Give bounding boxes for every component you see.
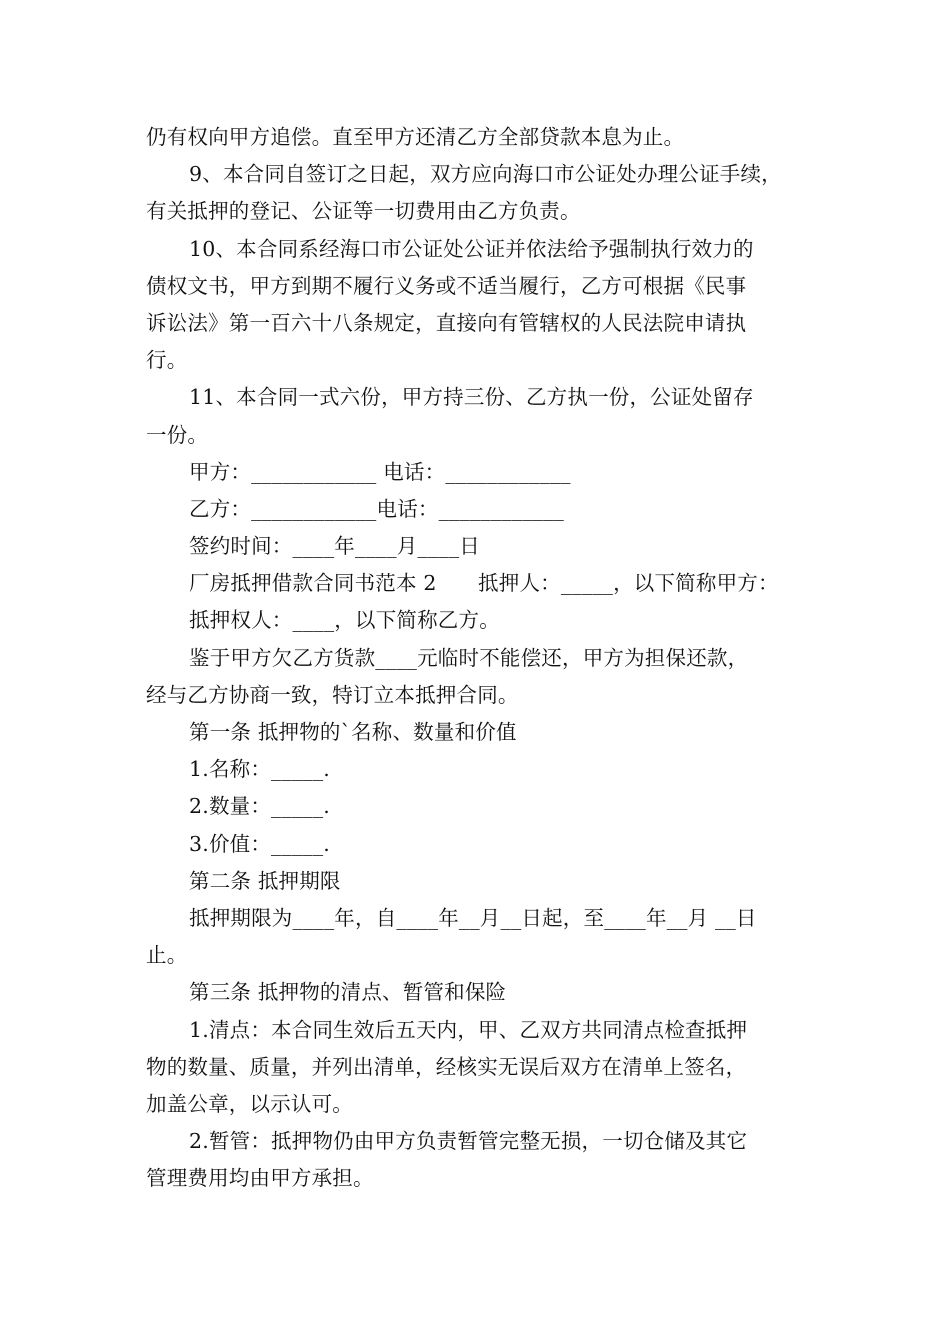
clause-9-line-1: 9、本合同自签订之日起，双方应向海口市公证处办理公证手续，	[189, 162, 782, 187]
mortgagee-line: 抵押权人：____，以下简称乙方。	[189, 608, 500, 633]
clause-11-line-1: 11、本合同一式六份，甲方持三份、乙方执一份，公证处留存	[189, 385, 754, 410]
party-a-signature-line: 甲方：____________ 电话：____________	[189, 459, 571, 484]
clause-10-line-3: 诉讼法》第一百六十八条规定，直接向有管辖权的人民法院申请执	[146, 310, 747, 335]
article-2-line-2: 止。	[146, 943, 188, 968]
article-3-item-1-line-1: 1.清点：本合同生效后五天内，甲、乙双方共同清点检查抵押	[189, 1017, 748, 1042]
article-3-item-2-line-2: 管理费用均由甲方承担。	[146, 1166, 374, 1191]
article-2-heading: 第二条 抵押期限	[189, 868, 341, 893]
document-body	[146, 119, 810, 1197]
clause-9-line-2: 有关抵押的登记、公证等一切费用由乙方负责。	[146, 199, 581, 224]
article-3-item-1-line-3: 加盖公章，以示认可。	[146, 1091, 353, 1116]
clause-10-line-4: 行。	[146, 348, 188, 373]
article-1-item-name: 1.名称：_____.	[189, 757, 331, 782]
clause-11-line-2: 一份。	[146, 422, 209, 447]
article-1-item-value: 3.价值：_____.	[189, 831, 331, 856]
clause-10-line-2: 债权文书，甲方到期不履行义务或不适当履行，乙方可根据《民事	[146, 273, 747, 298]
article-3-heading: 第三条 抵押物的清点、暂管和保险	[189, 980, 507, 1005]
article-1-heading: 第一条 抵押物的`名称、数量和价值	[189, 720, 517, 744]
party-b-signature-line: 乙方：____________电话：____________	[189, 496, 564, 521]
preamble-line-1: 鉴于甲方欠乙方货款____元临时不能偿还，甲方为担保还款，	[189, 645, 749, 670]
signing-date-line: 签约时间：____年____月____日	[189, 534, 480, 559]
article-3-item-1-line-2: 物的数量、质量，并列出清单，经核实无误后双方在清单上签名，	[146, 1054, 747, 1079]
article-1-item-quantity: 2.数量：_____.	[189, 794, 331, 819]
template-2-heading-line: 厂房抵押借款合同书范本 2 抵押人：_____，以下简称甲方：	[189, 571, 779, 596]
paragraph-line: 仍有权向甲方追偿。直至甲方还清乙方全部贷款本息为止。	[146, 125, 685, 149]
preamble-line-2: 经与乙方协商一致，特订立本抵押合同。	[146, 682, 519, 707]
clause-10-line-1: 10、本合同系经海口市公证处公证并依法给予强制执行效力的	[189, 236, 754, 261]
article-2-line-1: 抵押期限为____年，自____年__月__日起，至____年__月 __日	[189, 905, 757, 930]
article-3-item-2-line-1: 2.暂管：抵押物仍由甲方负责暂管完整无损，一切仓储及其它	[189, 1129, 748, 1154]
